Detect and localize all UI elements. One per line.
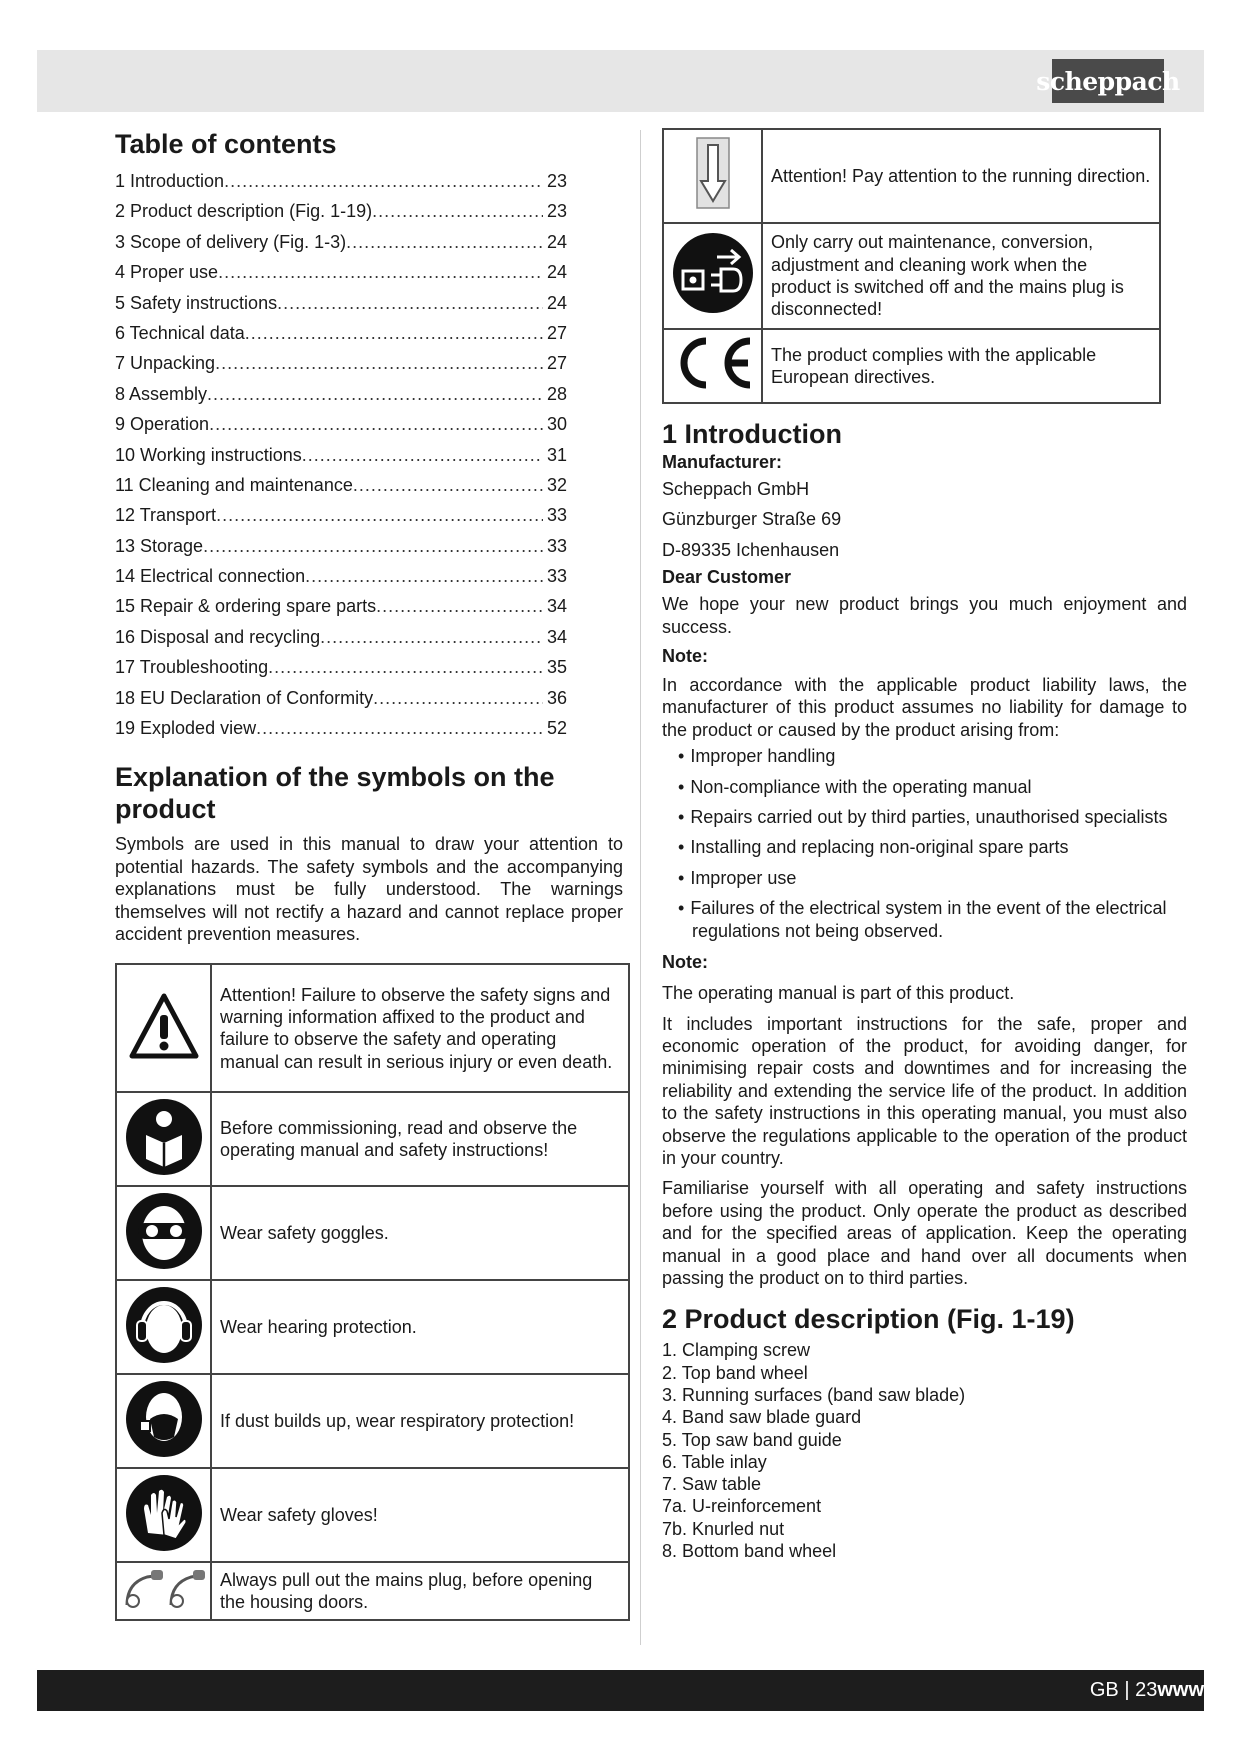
familiarise-text: Familiarise yourself with all operating and safety instructions before using the product. Only operate the product as described and for the specified areas of application. Keep the operating manual in a good place and hand over all documents when passing the product on to third parties. — [662, 1178, 1187, 1288]
toc-item-page: 24 — [546, 262, 567, 283]
toc-item[interactable] — [115, 166, 567, 196]
toc-leader — [302, 440, 543, 470]
unplug-icon — [671, 231, 755, 315]
toc-item[interactable] — [115, 531, 567, 561]
manual-part-text: The operating manual is part of this product. — [662, 983, 1015, 1004]
right-column — [662, 128, 1187, 1562]
note-label: Note: — [662, 646, 708, 667]
toc-item-label: 3 Scope of delivery (Fig. 1-3) — [115, 231, 347, 252]
symbol-icon-cell — [116, 1562, 211, 1620]
liability-list — [662, 745, 1187, 942]
toc-list — [115, 166, 635, 743]
toc-item[interactable] — [115, 591, 567, 621]
toc-item[interactable] — [115, 683, 567, 713]
toc-leader — [346, 227, 543, 257]
toc-item[interactable] — [115, 622, 567, 652]
toc-item-page: 33 — [546, 535, 567, 556]
symbol-text: Wear safety gloves! — [211, 1468, 629, 1562]
symbols-table-right — [662, 128, 1161, 404]
manual-instructions-text: It includes important instructions for the safe, proper and economic operation of the product, for avoiding danger, for minimising repair costs and downtimes and for increasing the reliability and extending the service life of the product. In addition to the safety instructions in this operating manual, you must also observe the regulations applicable to the operation of the product in your country. — [662, 1013, 1187, 1168]
list-item: 7b. Knurled nut — [662, 1518, 785, 1539]
footer-page-label: GB | 23 — [1089, 1679, 1158, 1701]
toc-item-label: 17 Troubleshooting — [115, 657, 269, 678]
toc-item-label: 7 Unpacking — [115, 353, 216, 374]
symbol-icon-cell — [116, 1092, 211, 1186]
symbol-icon-cell — [116, 1374, 211, 1468]
note-label: Note: — [662, 952, 708, 973]
respiratory-protection-icon — [124, 1379, 204, 1459]
list-item: 5. Top saw band guide — [662, 1429, 842, 1450]
toc-item-page: 24 — [546, 292, 567, 313]
toc-leader — [218, 257, 543, 287]
footer-bar — [37, 1670, 1204, 1711]
toc-item[interactable] — [115, 318, 567, 348]
toc-leader — [353, 470, 543, 500]
footer-www: www — [1157, 1679, 1204, 1701]
toc-leader — [215, 348, 543, 378]
symbol-text: Attention! Pay attention to the running direction. — [762, 129, 1160, 223]
symbol-row — [116, 1562, 629, 1620]
dear-customer-label: Dear Customer — [662, 567, 792, 588]
list-item: • Improper handling — [662, 745, 1187, 767]
toc-item-page: 36 — [546, 687, 567, 708]
read-manual-icon — [124, 1097, 204, 1177]
toc-leader — [209, 409, 543, 439]
symbols-title: Explanation of the symbols on the product — [115, 762, 555, 825]
toc-leader — [256, 713, 543, 743]
toc-item-label: 1 Introduction — [115, 171, 225, 191]
toc-leader — [372, 196, 543, 226]
list-item: • Improper use — [662, 867, 1187, 889]
symbol-row — [663, 223, 1160, 329]
symbol-row — [116, 1092, 629, 1186]
safety-goggles-icon — [124, 1191, 204, 1271]
toc-item-label: 16 Disposal and recycling — [115, 626, 321, 647]
toc-item[interactable] — [115, 561, 567, 591]
address-line: D-89335 Ichenhausen — [662, 539, 840, 560]
toc-item-label: 19 Exploded view — [115, 718, 257, 739]
safety-gloves-icon — [124, 1473, 204, 1553]
address-line: Günzburger Straße 69 — [662, 509, 842, 530]
toc-leader — [203, 531, 543, 561]
toc-item[interactable] — [115, 440, 567, 470]
toc-item-label: 13 Storage — [115, 535, 204, 556]
product-description-title: 2 Product description (Fig. 1-19) — [662, 1304, 1075, 1335]
toc-item-page: 52 — [546, 718, 567, 739]
symbol-text: Before commissioning, read and observe the operating manual and safety instructions! — [211, 1092, 629, 1186]
symbol-row — [116, 964, 629, 1092]
toc-item[interactable] — [115, 409, 567, 439]
toc-item-page: 32 — [546, 474, 567, 495]
toc-item[interactable] — [115, 257, 567, 287]
column-divider — [640, 130, 641, 1645]
toc-item-page: 27 — [546, 353, 567, 374]
toc-item-page: 33 — [546, 505, 567, 526]
toc-leader — [268, 652, 543, 682]
ce-mark-icon — [670, 333, 756, 393]
list-item: • Installing and replacing non-original spare parts — [662, 836, 1187, 858]
pull-plug-icon — [121, 1565, 207, 1613]
symbol-icon-cell — [116, 964, 211, 1092]
warning-triangle-icon — [129, 993, 199, 1059]
toc-item-label: 12 Transport — [115, 505, 217, 526]
toc-item-label: 11 Cleaning and maintenance — [115, 474, 353, 495]
symbol-row — [116, 1186, 629, 1280]
symbol-text: Wear hearing protection. — [211, 1280, 629, 1374]
liability-text: In accordance with the applicable product liability laws, the manufacturer of this product assumes no liability for damage to the product or caused by the product arising from: — [662, 675, 1187, 740]
toc-item[interactable] — [115, 500, 567, 530]
list-item: 4. Band saw blade guard — [662, 1407, 862, 1428]
toc-item-page: 28 — [546, 383, 567, 404]
toc-item[interactable] — [115, 348, 567, 378]
toc-item-label: 15 Repair & ordering spare parts — [115, 596, 377, 617]
list-item: • Repairs carried out by third parties, unauthorised specialists — [662, 806, 1187, 828]
list-item: 6. Table inlay — [662, 1451, 767, 1472]
toc-item[interactable] — [115, 713, 567, 743]
toc-item[interactable] — [115, 196, 567, 226]
list-item: 3. Running surfaces (band saw blade) — [662, 1384, 966, 1405]
list-item: 7. Saw table — [662, 1474, 762, 1495]
list-item: • Non-compliance with the operating manual — [662, 776, 1187, 798]
scheppach-logo: scheppach — [1052, 59, 1164, 103]
symbol-row — [116, 1280, 629, 1374]
toc-item-page: 24 — [546, 231, 567, 252]
toc-item[interactable] — [115, 288, 567, 318]
toc-leader — [376, 591, 543, 621]
list-item: 7a. U-reinforcement — [662, 1496, 822, 1517]
symbol-row — [663, 129, 1160, 223]
toc-title: Table of contents — [115, 129, 337, 159]
left-column — [115, 128, 635, 1621]
toc-item[interactable] — [115, 470, 567, 500]
toc-item-label: 9 Operation — [115, 414, 210, 435]
toc-item-page: 30 — [546, 414, 567, 435]
toc-leader — [373, 683, 543, 713]
symbol-row — [116, 1374, 629, 1468]
symbol-text: The product complies with the applicable European directives. — [762, 329, 1160, 403]
header-bar — [37, 50, 1204, 112]
page-number — [1090, 1679, 1204, 1702]
list-item: 2. Top band wheel — [662, 1362, 808, 1383]
toc-item-page: 35 — [546, 657, 567, 678]
toc-leader — [245, 318, 543, 348]
symbol-row — [663, 329, 1160, 403]
introduction-title: 1 Introduction — [662, 419, 842, 449]
list-item: 1. Clamping screw — [662, 1340, 811, 1361]
toc-item-page: 23 — [546, 201, 567, 222]
symbol-text: Only carry out maintenance, conversion, adjustment and cleaning work when the product is switched off and the mains plug is disconnected! — [762, 223, 1160, 329]
arrow-down-icon — [696, 137, 730, 209]
toc-leader — [305, 561, 543, 591]
toc-item-page: 34 — [546, 626, 567, 647]
hearing-protection-icon — [124, 1285, 204, 1365]
symbol-icon-cell — [663, 329, 762, 403]
symbol-text: Wear safety goggles. — [211, 1186, 629, 1280]
toc-leader — [224, 166, 543, 196]
toc-item-page: 31 — [546, 444, 567, 465]
dear-customer-text: We hope your new product brings you much enjoyment and success. — [662, 594, 1187, 637]
symbol-icon-cell — [116, 1468, 211, 1562]
list-item: • Failures of the electrical system in the event of the electrical regulations not being observed. — [662, 897, 1187, 942]
toc-item-label: 10 Working instructions — [115, 444, 302, 465]
symbol-icon-cell — [116, 1186, 211, 1280]
toc-item-label: 18 EU Declaration of Conformity — [115, 687, 374, 708]
toc-item[interactable] — [115, 227, 567, 257]
toc-item-label: 6 Technical data — [115, 322, 245, 343]
toc-item-label: 4 Proper use — [115, 262, 219, 283]
list-item: 8. Bottom band wheel — [662, 1541, 837, 1562]
manufacturer-label: Manufacturer: — [662, 452, 783, 472]
symbols-intro: Symbols are used in this manual to draw your attention to potential hazards. The safety symbols and the accompanying explanations must be fully understood. The warnings themselves will not rectify a hazard and cannot replace proper accident prevention measures. — [115, 834, 623, 945]
toc-item-label: 14 Electrical connection — [115, 566, 306, 587]
symbols-table-left — [115, 963, 630, 1621]
toc-item-page: 33 — [546, 566, 567, 587]
symbol-icon-cell — [116, 1280, 211, 1374]
toc-leader — [216, 500, 543, 530]
toc-item-page: 27 — [546, 322, 567, 343]
toc-leader — [207, 379, 543, 409]
toc-item-page: 23 — [546, 171, 567, 191]
address-line: Scheppach GmbH — [662, 479, 810, 499]
parts-list — [662, 1339, 1187, 1562]
toc-leader — [277, 288, 543, 318]
toc-item-page: 34 — [546, 596, 567, 617]
toc-item-label: 8 Assembly — [115, 383, 208, 404]
symbol-row — [116, 1468, 629, 1562]
symbol-icon-cell — [663, 129, 762, 223]
symbol-text: Always pull out the mains plug, before opening the housing doors. — [211, 1562, 629, 1620]
symbol-text: If dust builds up, wear respiratory protection! — [211, 1374, 629, 1468]
toc-item-label: 5 Safety instructions — [115, 292, 278, 313]
toc-item[interactable] — [115, 379, 567, 409]
toc-item[interactable] — [115, 652, 567, 682]
toc-leader — [320, 622, 543, 652]
toc-item-label: 2 Product description (Fig. 1-19) — [115, 201, 373, 222]
symbol-icon-cell — [663, 223, 762, 329]
symbol-text: Attention! Failure to observe the safety signs and warning information affixed to the product and failure to observe the safety and operating manual can result in serious injury or even death. — [211, 964, 629, 1092]
